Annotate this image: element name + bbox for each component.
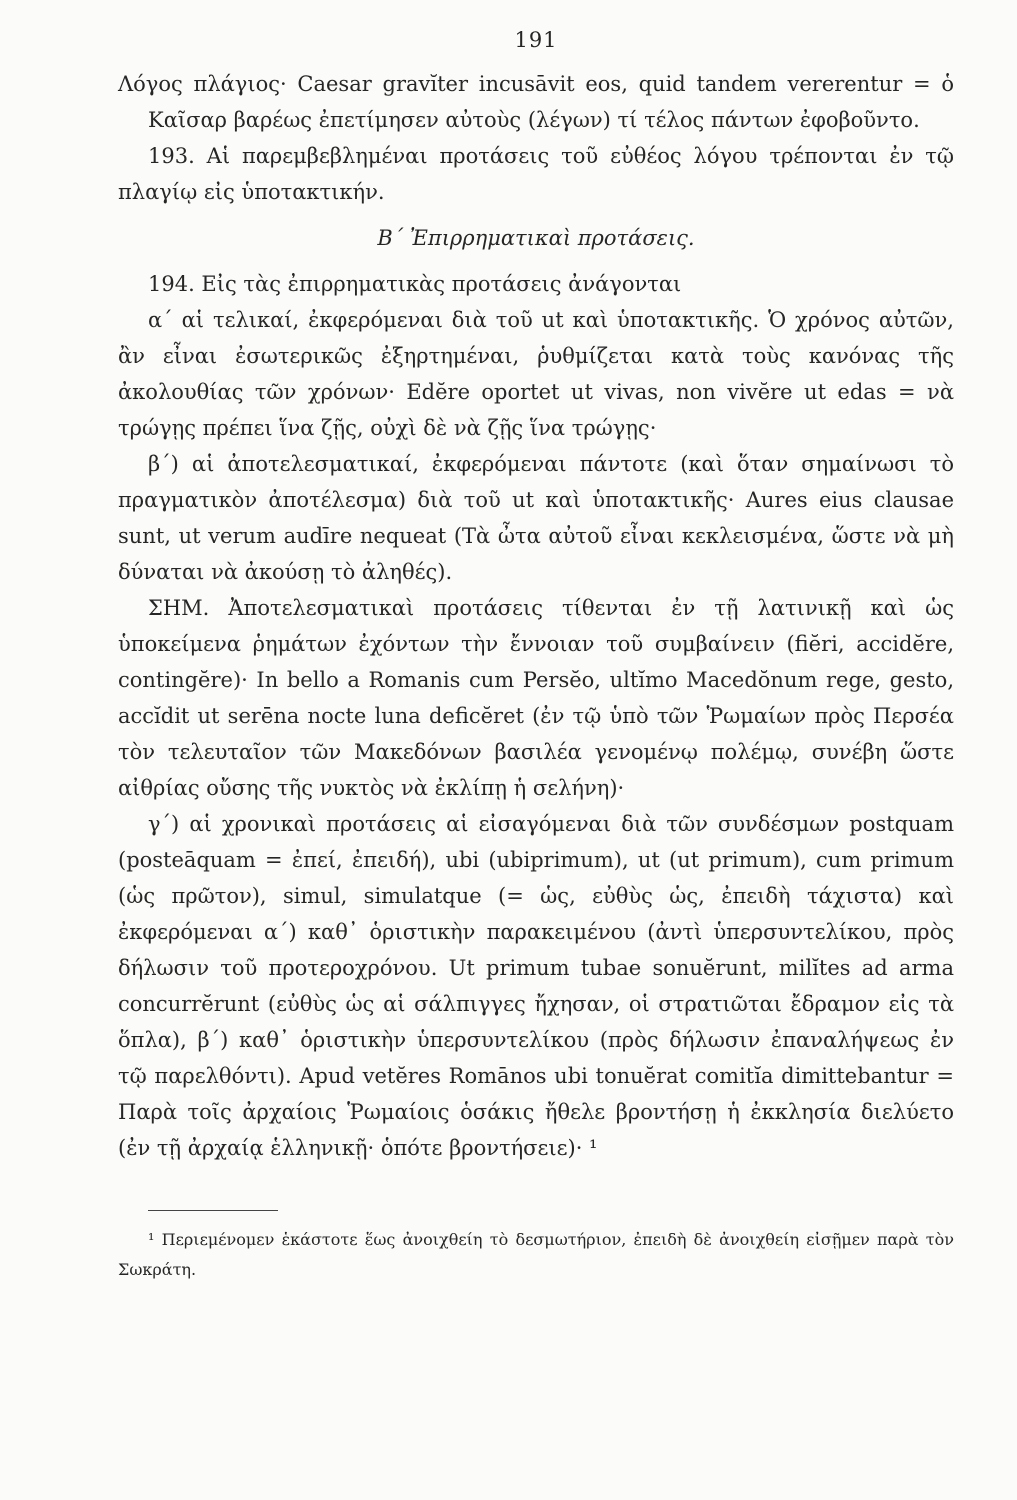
page-number: 191 <box>514 28 558 52</box>
book-page <box>118 28 954 1285</box>
paragraph-194: 194. Εἰς τὰς ἐπιρρηματικὰς προτάσεις ἀνάγονται <box>148 272 682 296</box>
paragraph-193: 193. Αἱ παρεμβεβλημέναι προτάσεις τοῦ εὐθέος λόγου τρέπονται ἐν τῷ πλαγίῳ εἰς ὑποτακτικήν. <box>118 144 954 204</box>
footnote-divider <box>148 1210 278 1211</box>
paragraph-note: ΣΗΜ. Ἀποτελεσματικαὶ προτάσεις τίθενται ἐν τῇ λατινικῇ καὶ ὡς ὑποκείμενα ῥημάτων ἐχόντων τὴν ἔννοιαν τοῦ συμβαίνειν (fiĕri, accidĕre, contingĕre)· In bello a Romanis cum Persĕo, ultĭmo Macedŏnum rege, gesto, accĭdit ut serēna nocte luna deficĕret (ἐν τῷ ὑπὸ τῶν Ῥωμαίων πρὸς Περσέα τὸν τελευταῖον τῶν Μακεδόνων βασιλέα γενομένῳ πολέμῳ, συνέβη ὥστε αἰθρίας οὔσης τῆς νυκτὸς νὰ ἐκλίπῃ ἡ σελήνη)· <box>118 596 954 800</box>
section-heading: Β΄ Ἐπιρρηματικαὶ προτάσεις. <box>377 226 695 250</box>
paragraph-final-clauses: α΄ αἱ τελικαί, ἐκφερόμεναι διὰ τοῦ ut καὶ ὑποτακτικῆς. Ὁ χρόνος αὐτῶν, ἂν εἶναι ἐσωτερικῶς ἐξηρτημέναι, ῥυθμίζεται κατὰ τοὺς κανόνας τῆς ἀκολουθίας τῶν χρόνων· Edĕre oportet ut vivas, non vivĕre ut edas = νὰ τρώγῃς πρέπει ἵνα ζῇς, οὐχὶ δὲ νὰ ζῇς ἵνα τρώγῃς· <box>118 308 954 440</box>
paragraph-consecutive-clauses: β΄) αἱ ἀποτελεσματικαί, ἐκφερόμεναι πάντοτε (καὶ ὅταν σημαίνωσι τὸ πραγματικὸν ἀποτέλεσμα) διὰ τοῦ ut καὶ ὑποτακτικῆς· Aures eius clausae sunt, ut verum audīre nequeat (Τὰ ὦτα αὐτοῦ εἶναι κεκλεισμένα, ὥστε νὰ μὴ δύναται νὰ ἀκούσῃ τὸ ἀληθές). <box>118 452 954 584</box>
paragraph-oblique-speech: Λόγος πλάγιος· Caesar gravĭter incusāvit eos, quid tandem vererentur = ὁ Καῖσαρ βαρέως ἐπετίμησεν αὐτοὺς (λέγων) τί τέλος πάντων ἐφοβοῦντο. <box>118 72 954 132</box>
footnote: ¹ Περιεμένομεν ἑκάστοτε ἕως ἀνοιχθείη τὸ δεσμωτήριον, ἐπειδὴ δὲ ἀνοιχθείη εἰσῇμεν παρὰ τὸν Σωκράτη. <box>118 1230 954 1279</box>
paragraph-temporal-clauses: γ΄) αἱ χρονικαὶ προτάσεις αἱ εἰσαγόμεναι διὰ τῶν συνδέσμων postquam (posteāquam = ἐπεί, ἐπειδή), ubi (ubiprimum), ut (ut primum), cum primum (ὡς πρῶτον), simul, simulatque (= ὡς, εὐθὺς ὡς, ἐπειδὴ τάχιστα) καὶ ἐκφερόμεναι α΄) καθ᾽ ὁριστικὴν παρακειμένου (ἀντὶ ὑπερσυντελίκου, πρὸς δήλωσιν τοῦ προτεροχρόνου. Ut primum tubae sonuĕrunt, milĭtes ad arma concurrĕrunt (εὐθὺς ὡς αἱ σάλπιγγες ἤχησαν, οἱ στρατιῶται ἔδραμον εἰς τὰ ὅπλα), β΄) καθ᾽ ὁριστικὴν ὑπερσυντελίκου (πρὸς δήλωσιν ἐπαναλήψεως ἐν τῷ παρελθόντι). Apud vetĕres Romānos ubi tonuĕrat comitĭa dimittebantur = Παρὰ τοῖς ἀρχαίοις Ῥωμαίοις ὁσάκις ἤθελε βροντήσῃ ἡ ἐκκλησία διελύετο (ἐν τῇ ἀρχαίᾳ ἑλληνικῇ· ὁπότε βροντήσειε)· ¹ <box>118 812 954 1160</box>
